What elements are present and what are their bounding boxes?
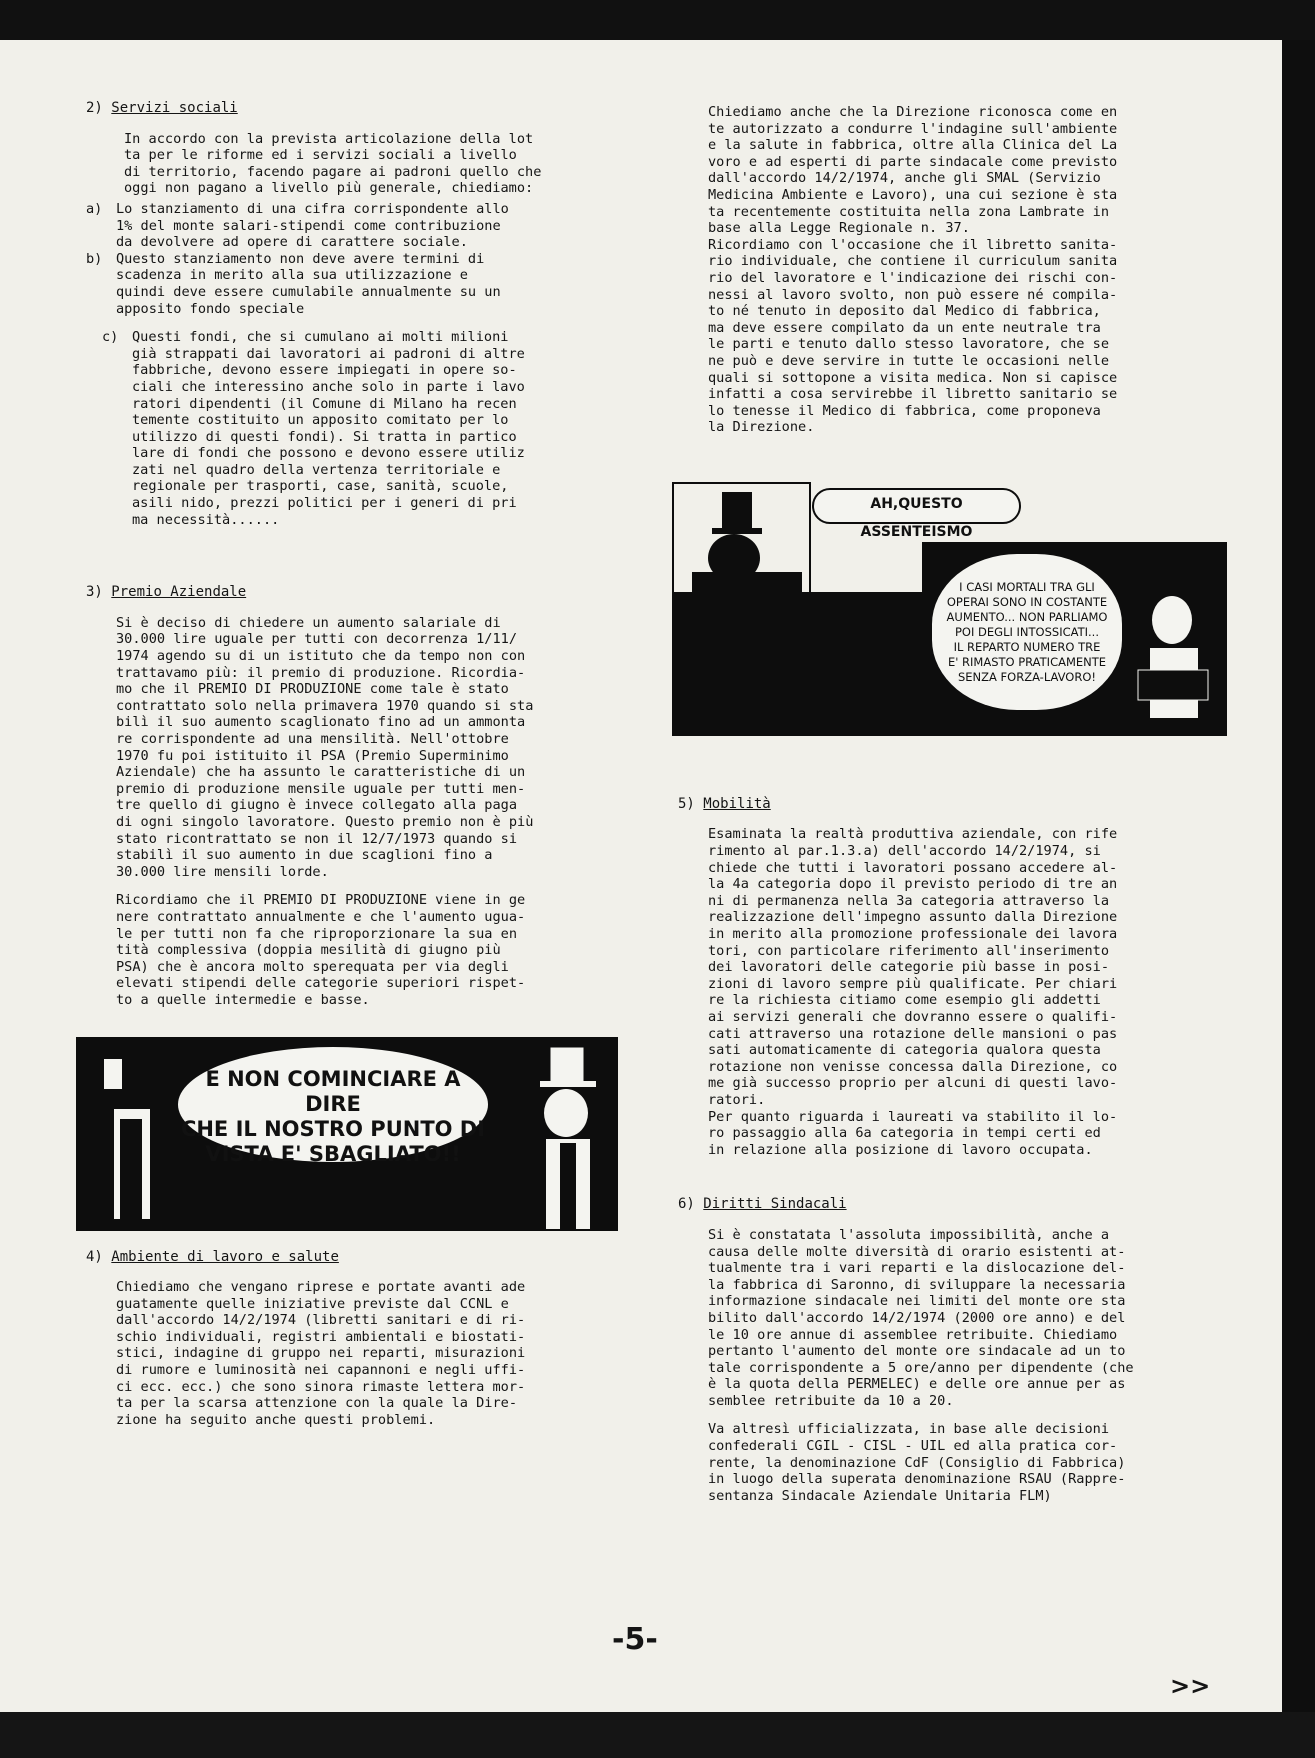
scan-top-border (0, 0, 1315, 40)
list-item-c: c) Questi fondi, che si cumulano ai molti milioni già strappati dai lavoratori ai padroni di altre fabbriche, devono essere impiegati in opere so- ciali che interessino anche solo in parte i lavo ratori dipendenti (il Comune di Milano ha recen temente costituito un apposito comitato per lo utilizzo di questi fondi). Si tratta in partico lare di fondi che possono e devono essere utiliz zati nel quadro della vertenza territoriale e regionale per trasporti, case, sanità, scuole, asili nido, prezzi politici per i generi di pri ma necessità...... (102, 329, 525, 528)
servizi-sociali-intro: In accordo con la prevista articolazione della lot ta per le riforme ed i servizi sociali a livello di territorio, facendo pagare ai padroni quello che oggi non pagano a livello più generale, chiediamo: (124, 130, 542, 197)
ambiente-continued-paragraph-2: Ricordiamo con l'occasione che il libretto sanita- rio individuale, che contiene il curriculum sanita rio del lavoratore e l'indicazione dei rischi con- nessi al lavoro svolto, non può essere né compila- to né tenuto in deposito dal Medico di fabbrica, ma deve essere compilato da un ente neutrale tra le parti e tenuto dallo stesso lavoratore, che se ne può e deve servire in tutte le occasioni nelle quali si sottopone a visita medica. Non si capisce infatti a cosa servirebbe il libretto sanitario se lo tenesse il Medico di fabbrica, come proponeva la Direzione. (708, 236, 1118, 436)
document-page (0, 40, 1282, 1712)
section-heading-servizi-sociali: 2) Servizi sociali (86, 100, 238, 116)
list-item-b: b) Questo stanziamento non deve avere termini di scadenza in merito alla sua utilizzazione e quindi deve essere cumulabile annualmente su un apposito fondo speciale (86, 250, 501, 317)
top-hat-man-illustration (506, 1039, 616, 1229)
section-heading-diritti-sindacali: 6) Diritti Sindacali (678, 1196, 847, 1213)
speech-bubble-left: E NON COMINCIARE A DIRE CHE IL NOSTRO PUNTO DI VISTA E' SBAGLIATO!! (178, 1047, 488, 1162)
comic-panel-left (76, 1037, 618, 1231)
list-item-a: a) Lo stanziamento di una cifra corrispondente allo 1% del monte salari-stipendi come contribuzione da devolvere ad opere di carattere sociale. (86, 200, 509, 251)
mobilita-paragraph-1: Esaminata la realtà produttiva aziendale, con rife rimento al par.1.3.a) dell'accordo 14/2/1974, si chiede che tutti i lavoratori possano accedere al- la 4a categoria dopo il previsto periodo di tre an ni di permanenza nella 3a categoria attraverso la realizzazione dell'impegno assunto dalla Direzione in merito alla promozione professionale dei lavora tori, con particolare riferimento all'inserimento dei lavoratori delle categorie più basse in posi- zioni di lavoro sempre più qualificate. Per chiari re la richiesta citiamo come esempio gli addetti ai servizi generali che dovranno essere o qualifi- cati attraverso una rotazione delle mansioni o pas sati automaticamente di categoria qualora questa rotazione non venisse concessa dalla Direzione, co me già successo proprio per alcuni di questi lavo- ratori. (708, 826, 1118, 1108)
section-heading-ambiente-lavoro: 4) Ambiente di lavoro e salute (86, 1248, 339, 1265)
premio-aziendale-paragraph-2: Ricordiamo che il PREMIO DI PRODUZIONE viene in ge nere contrattato annualmente e che l'aumento ugua- le per tutti non fa che riproporzionare la sua en tità complessiva (doppia mesilità di giugno più PSA) che è ancora molto sperequata per via degli elevati stipendi delle categorie superiori rispet- to a quelle intermedie e basse. (116, 892, 526, 1008)
speech-bubble-casi-mortali: I CASI MORTALI TRA GLI OPERAI SONO IN COSTANTE AUMENTO... NON PARLIAMO POI DEGLI INTOSSICATI... IL REPARTO NUMERO TRE E' RIMASTO PRATICAMENTE SENZA FORZA-LAVORO! (932, 554, 1122, 710)
right-column (678, 104, 1233, 1504)
scan-right-border (1282, 40, 1315, 1712)
section-heading-premio-aziendale: 3) Premio Aziendale (86, 584, 247, 601)
premio-aziendale-paragraph-1: Si è deciso di chiedere un aumento salariale di 30.000 lire uguale per tutti con decorrenza 1/11/ 1974 agendo su di un istituto che da tempo non con trattavamo più: il premio di produzione. Ricordia- mo che il PREMIO DI PRODUZIONE come tale è stato contrattato solo nella primavera 1970 quando si sta bilì il suo aumento scaglionato fino ad un ammonta re corrispondente ad una mensilità. Nell'ottobre 1970 fu poi istituito il PSA (Premio Superminimo Aziendale) che ha assunto le caratteristiche di un premio di produzione mensile uguale per tutti men- tre quello di giugno è invece collegato alla paga di ogni singolo lavoratore. Questo premio non è più stato ricontrattato se non il 12/7/1973 quando si stabilì il suo aumento in due scaglioni fino a 30.000 lire mensili lorde. (116, 614, 534, 880)
mobilita-paragraph-2: Per quanto riguarda i laureati va stabilito il lo- ro passaggio alla 6a categoria in tempi certi ed in relazione alla posizione di lavoro occupata. (708, 1108, 1118, 1158)
diritti-sindacali-paragraph-1: Si è constatata l'assoluta impossibilità, anche a causa delle molte diversità di orario esistenti at- tualmente tra i vari reparti e la dislocazione del- la fabbrica di Saronno, di sviluppare la necessaria informazione sindacale nei limiti del monte ore sta bilito dall'accordo 14/2/1974 (2000 ore anno) e del le 10 ore annue di assemblee retribuite. Chiediamo pertanto l'aumento del monte ore sindacale ad un to tale corrispondente a 5 ore/anno per dipendente (che è la quota della PERMELEC) e delle ore annue per as semblee retribuite da 10 a 20. (708, 1226, 1134, 1409)
hand-figure-illustration (80, 1039, 170, 1229)
continue-arrow-icon: >> (1170, 1672, 1211, 1700)
worker-figure-illustration (1130, 582, 1220, 732)
diritti-sindacali-paragraph-2: Va altresì ufficializzata, in base alle decisioni confederali CGIL - CISL - UIL ed alla pratica cor- rente, la denominazione CdF (Consiglio di Fabbrica) in luogo della superata denominazione RSAU (Rappre- sentanza Sindacale Aziendale Unitaria FLM) (708, 1421, 1126, 1504)
speech-bubble-assenteismo: AH,QUESTO ASSENTEISMO (812, 488, 1021, 524)
ambiente-lavoro-paragraph-1: Chiediamo che vengano riprese e portate avanti ade guatamente quelle iniziative previste dal CCNL e dall'accordo 14/2/1974 (libretti sanitari e di ri- schio individuali, registri ambientali e biostati- stici, indagine di gruppo nei reparti, misurazioni di rumore e luminosità nei capannoni e negli uffi- ci ecc. ecc.) che sono sinora rimaste lettera mor- ta per la scarsa attenzione con la quale la Dire- zione ha seguito anche questi problemi. (116, 1279, 526, 1428)
section-heading-mobilita: 5) Mobilità (678, 795, 771, 812)
comic-panel-right (672, 482, 1227, 732)
left-column (86, 100, 634, 1428)
scan-bottom-border (0, 1712, 1315, 1758)
page-number: -5- (612, 1622, 658, 1657)
ambiente-continued-paragraph-1: Chiediamo anche che la Direzione riconosca come en te autorizzato a condurre l'indagine sull'ambiente e la salute in fabbrica, oltre alla Clinica del La voro e ad esperti di parte sindacale come previsto dall'accordo 14/2/1974, anche gli SMAL (Servizio Medicina Ambiente e Lavoro), una cui sezione è sta ta recentemente costituita nella zona Lambrate in base alla Legge Regionale n. 37. (708, 104, 1118, 237)
